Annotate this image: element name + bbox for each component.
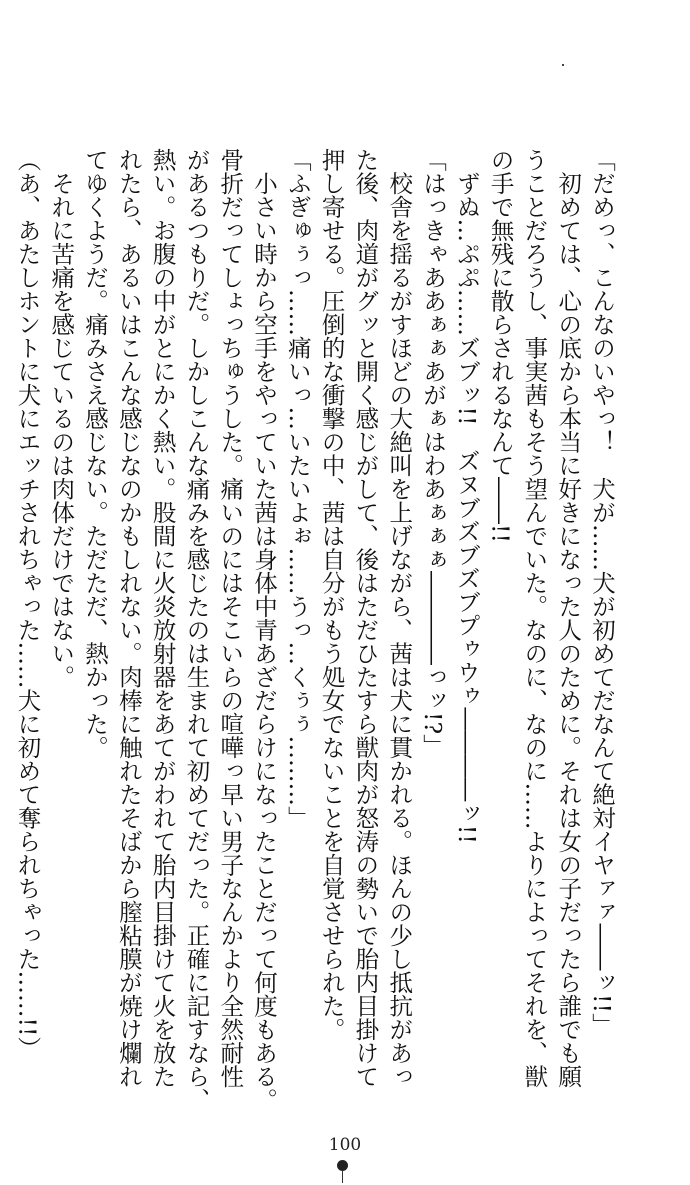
text-line: （あ、あたしホントに犬にエッチされちゃった……犬に初めて奪られちゃった……!!） (13, 148, 42, 1060)
text-line: うことだろうし、事実茜もそう望んでいた。なのに、なのに……よりによってそれを、獣 (520, 148, 549, 1088)
text-line: てゆくようだ。痛みさえ感じない。ただただ、熱かった。 (81, 148, 110, 759)
text-line: 骨折だってしょっちゅうした。痛いのにはそこいらの喧嘩っ早い男子なんかより全然耐性 (216, 148, 245, 1088)
text-line: 小さい時から空手をやっていた茜は身体中青あざだらけになったことだって何度もある。 (250, 148, 279, 1112)
text-line: れたら、あるいはこんな感じなのかもしれない。肉棒に触れたそばから膣粘膜が焼け爛れ (114, 148, 143, 1088)
page-number: 100 (328, 1135, 362, 1155)
text-line: ずぬ…ぷぷ……ズブッ!! ズヌブズブズブプゥウゥ――――ッ!! (452, 148, 481, 844)
text-line: の手で無残に散らされるなんて――!! (486, 148, 515, 543)
vertical-text-block (13, 148, 618, 1112)
text-line: 「だめっ、こんなのいやっ！ 犬が……犬が初めてだなんて絶対イヤァァ――ッ!!」 (588, 148, 616, 1037)
page-marker-dot (337, 1160, 348, 1171)
text-line: 校舎を揺るがすほどの大絶叫を上げながら、茜は犬に貫かれる。ほんの少し抵抗があっ (385, 148, 414, 1088)
print-speck (562, 64, 564, 66)
text-line: 「はっきゃああぁぁあがぁはわあぁぁぁ――――っッ!?」 (419, 148, 448, 758)
text-line: 熱い。お腹の中がとにかく熱い。股間に火炎放射器をあてがわれて胎内目掛けて火を放た (148, 148, 177, 1088)
text-line: 初めては、心の底から本当に好きになった人のために。それは女の子だったら誰でも願 (554, 148, 583, 1088)
text-line: た後、肉道がグッと開く感じがして、後はただひたすら獣肉が怒涛の勢いで胎内目掛けて (351, 148, 380, 1088)
page-marker-tick (342, 1171, 343, 1183)
text-line: があるつもりだ。しかしこんな痛みを感じたのは生まれて初めてだった。正確に記すなら、 (182, 148, 211, 1112)
text-line: 押し寄せる。圧倒的な衝撃の中、茜は自分がもう処女でないことを自覚させられた。 (317, 148, 346, 1041)
text-line: それに苦痛を感じているのは肉体だけではない。 (47, 148, 76, 689)
text-line: 「ふぎゅぅっ……痛いっ…いたいよぉ……うっ…くぅぅ………」 (283, 148, 312, 830)
